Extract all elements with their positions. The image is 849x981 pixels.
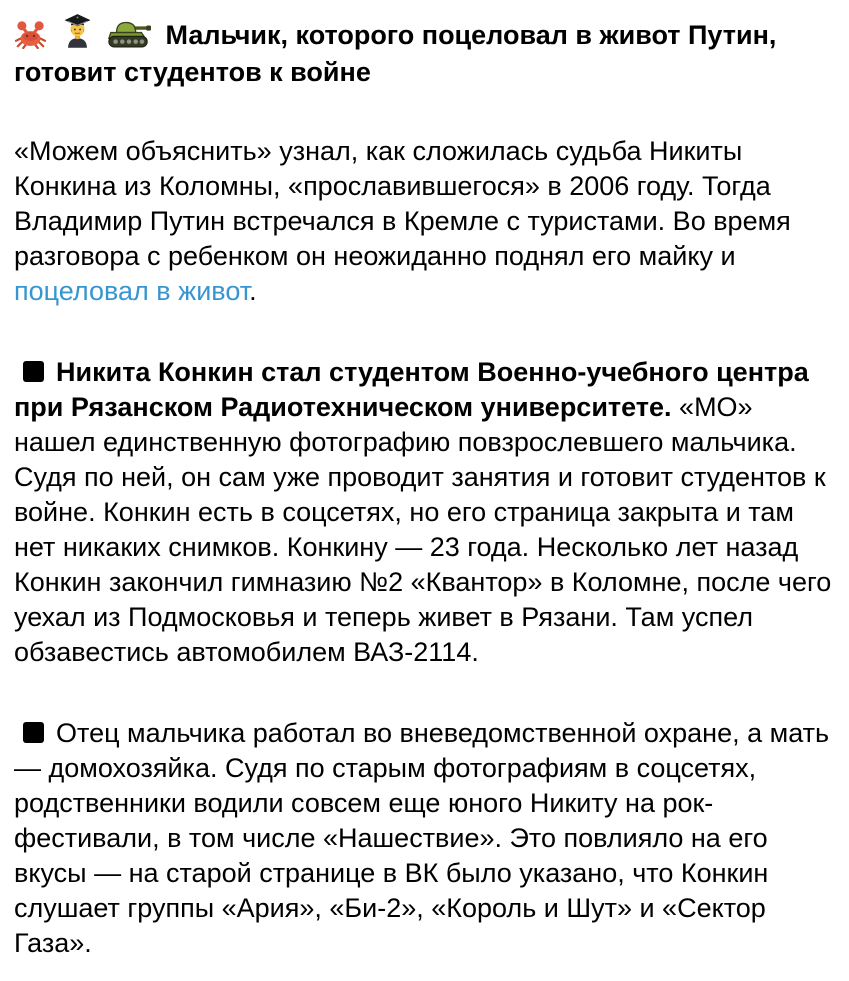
post-title-text: Мальчик, которого поцеловал в живот Путин, готовит студентов к войне — [14, 20, 777, 87]
university-bold-text: Никита Конкин стал студентом Военно-учебного центра при Рязанском Радиотехническом университете. — [14, 357, 809, 422]
paragraph-family — [14, 716, 835, 961]
university-regular-text: «МО» нашел единственную фотографию повзрослевшего мальчика. Судя по ней, он сам уже проводит занятия и готовит студентов к войне. Конкин есть в соцсетях, но его страница закрыта и там нет никаких снимков. Конкину — 23 года. Несколько лет назад Конкин закончил гимназию №2 «Квантор» в Коломне, после чего уехал из Подмосковья и теперь живет в Рязани. Там успел обзавестись автомобилем ВАЗ-2114. — [14, 392, 832, 667]
intro-period: . — [249, 276, 257, 306]
paragraph-university — [14, 355, 835, 670]
black-square-icon — [23, 361, 44, 382]
black-square-icon — [23, 722, 44, 743]
family-text: Отец мальчика работал во вневедомственной охране, а мать — домохозяйка. Судя по старым фотографиям в соцсетях, родственники водили совсем еще юного Никиту на рок-фестивали, в том числе «Нашествие». Это повлияло на его вкусы — на старой странице в ВК было указано, что Конкин слушает группы «Ария», «Би-2», «Король и Шут» и «Сектор Газа». — [14, 718, 830, 958]
post-title — [14, 12, 835, 91]
student-emoji — [62, 12, 93, 49]
intro-text: «Можем объяснить» узнал, как сложилась судьба Никиты Конкина из Коломны, «прославившегося» в 2006 году. Тогда Владимир Путин встречался в Кремле с туристами. Во время разговора с ребенком он неожиданно поднял его майку и — [14, 136, 791, 271]
tank-emoji — [107, 18, 151, 49]
crab-emoji — [14, 19, 47, 49]
paragraph-intro — [14, 134, 835, 309]
kissed-belly-link[interactable]: поцеловал в живот — [14, 276, 250, 306]
